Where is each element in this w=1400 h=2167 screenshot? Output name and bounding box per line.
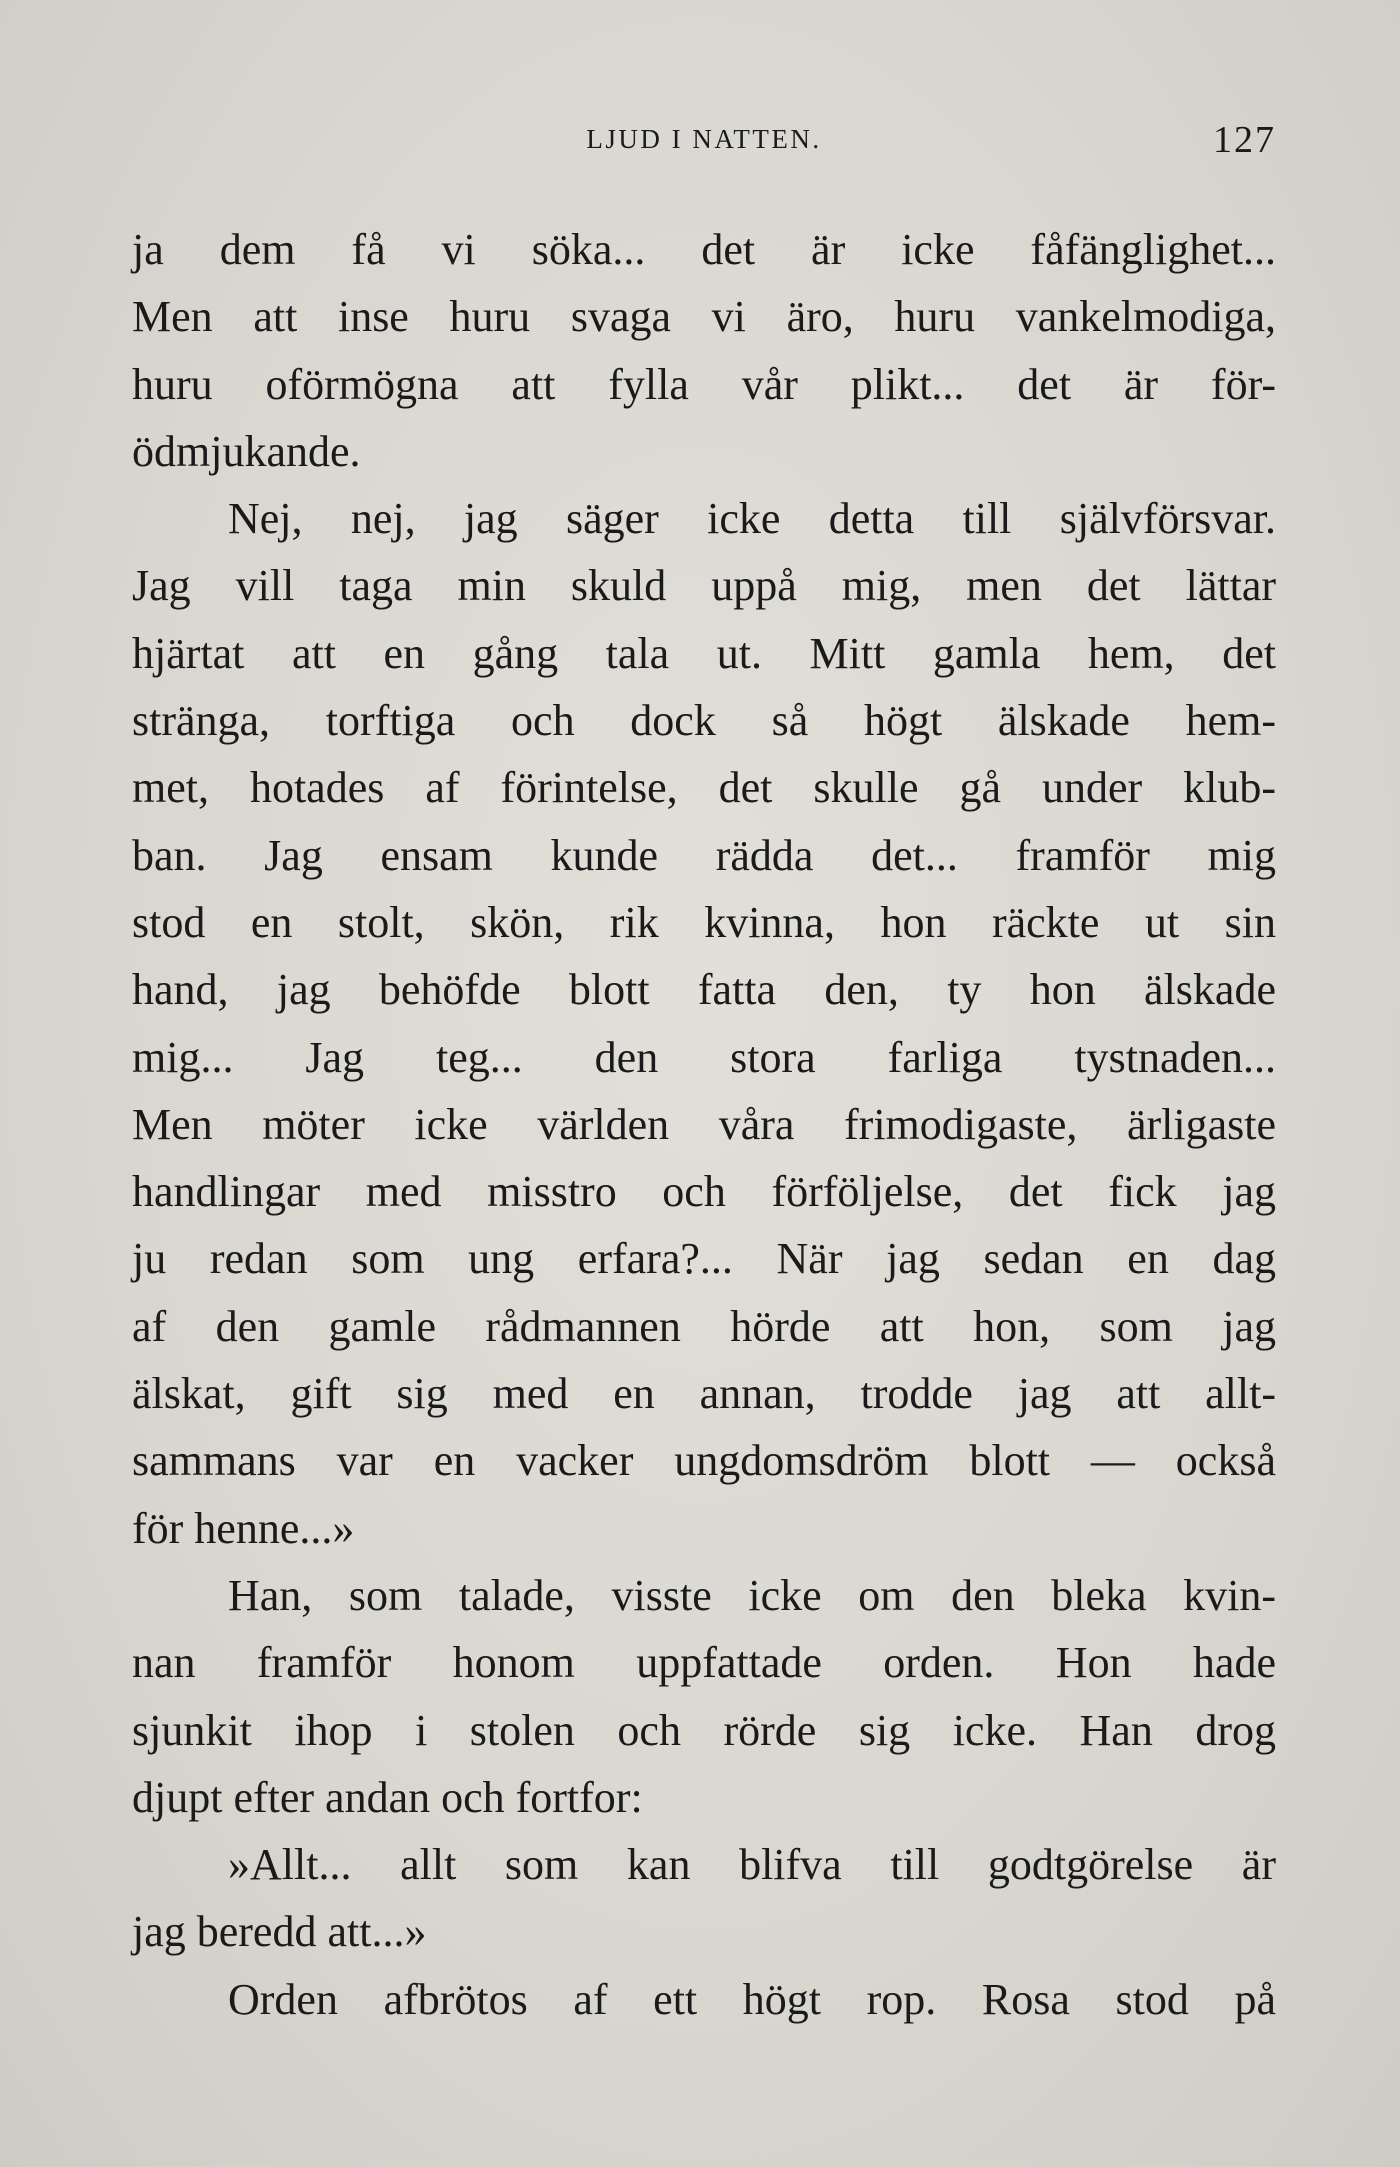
text-line: Men att inse huru svaga vi äro, huru vankelmodiga, bbox=[132, 292, 1276, 342]
text-line: hjärtat att en gång tala ut. Mitt gamla hem, det bbox=[132, 628, 1276, 678]
text-line: »Allt... allt som kan blifva till godtgörelse är bbox=[228, 1840, 1276, 1890]
text-line: älskat, gift sig med en annan, trodde jag att allt- bbox=[132, 1369, 1276, 1419]
text-line: Nej, nej, jag säger icke detta till självförsvar. bbox=[228, 494, 1276, 544]
text-line: Men möter icke världen våra frimodigaste, ärligaste bbox=[132, 1099, 1276, 1149]
page-number: 127 bbox=[1213, 119, 1276, 161]
text-line: ja dem få vi söka... det är icke fåfänglighet... bbox=[132, 225, 1276, 274]
text-line: sammans var en vacker ungdomsdröm blott — också bbox=[132, 1436, 1276, 1486]
text-line: af den gamle rådmannen hörde att hon, som jag bbox=[132, 1301, 1276, 1351]
text-line: Jag vill taga min skuld uppå mig, men det lättar bbox=[132, 561, 1276, 611]
text-line: stod en stolt, skön, rik kvinna, hon räckte ut sin bbox=[132, 897, 1276, 947]
text-line: ju redan som ung erfara?... När jag sedan en dag bbox=[132, 1234, 1276, 1284]
text-line: nan framför honom uppfattade orden. Hon hade bbox=[132, 1638, 1276, 1688]
text-line: mig... Jag teg... den stora farliga tystnaden... bbox=[132, 1032, 1276, 1082]
page-header bbox=[132, 118, 1276, 168]
text-line: handlingar med misstro och förföljelse, det fick jag bbox=[132, 1167, 1276, 1217]
text-line: met, hotades af förintelse, det skulle gå under klub- bbox=[132, 763, 1276, 813]
body-text bbox=[132, 216, 1276, 2033]
text-line: Orden afbrötos af ett högt rop. Rosa stod på bbox=[228, 1974, 1276, 2024]
text-line: hand, jag behöfde blott fatta den, ty hon älskade bbox=[132, 965, 1276, 1015]
text-line: sjunkit ihop i stolen och rörde sig icke. Han drog bbox=[132, 1705, 1276, 1755]
text-line: ödmjukande. bbox=[132, 426, 361, 476]
text-line: jag beredd att...» bbox=[132, 1907, 427, 1957]
text-line: Han, som talade, visste icke om den bleka kvin- bbox=[228, 1570, 1276, 1620]
text-line: ban. Jag ensam kunde rädda det... framför mig bbox=[132, 830, 1276, 880]
text-line: för henne...» bbox=[132, 1503, 355, 1553]
running-title: LJUD I NATTEN. bbox=[586, 124, 822, 154]
text-line: djupt efter andan och fortfor: bbox=[132, 1772, 643, 1822]
text-line: huru oförmögna att fylla vår plikt... det är för- bbox=[132, 359, 1276, 409]
text-line: stränga, torftiga och dock så högt älskade hem- bbox=[132, 696, 1276, 746]
